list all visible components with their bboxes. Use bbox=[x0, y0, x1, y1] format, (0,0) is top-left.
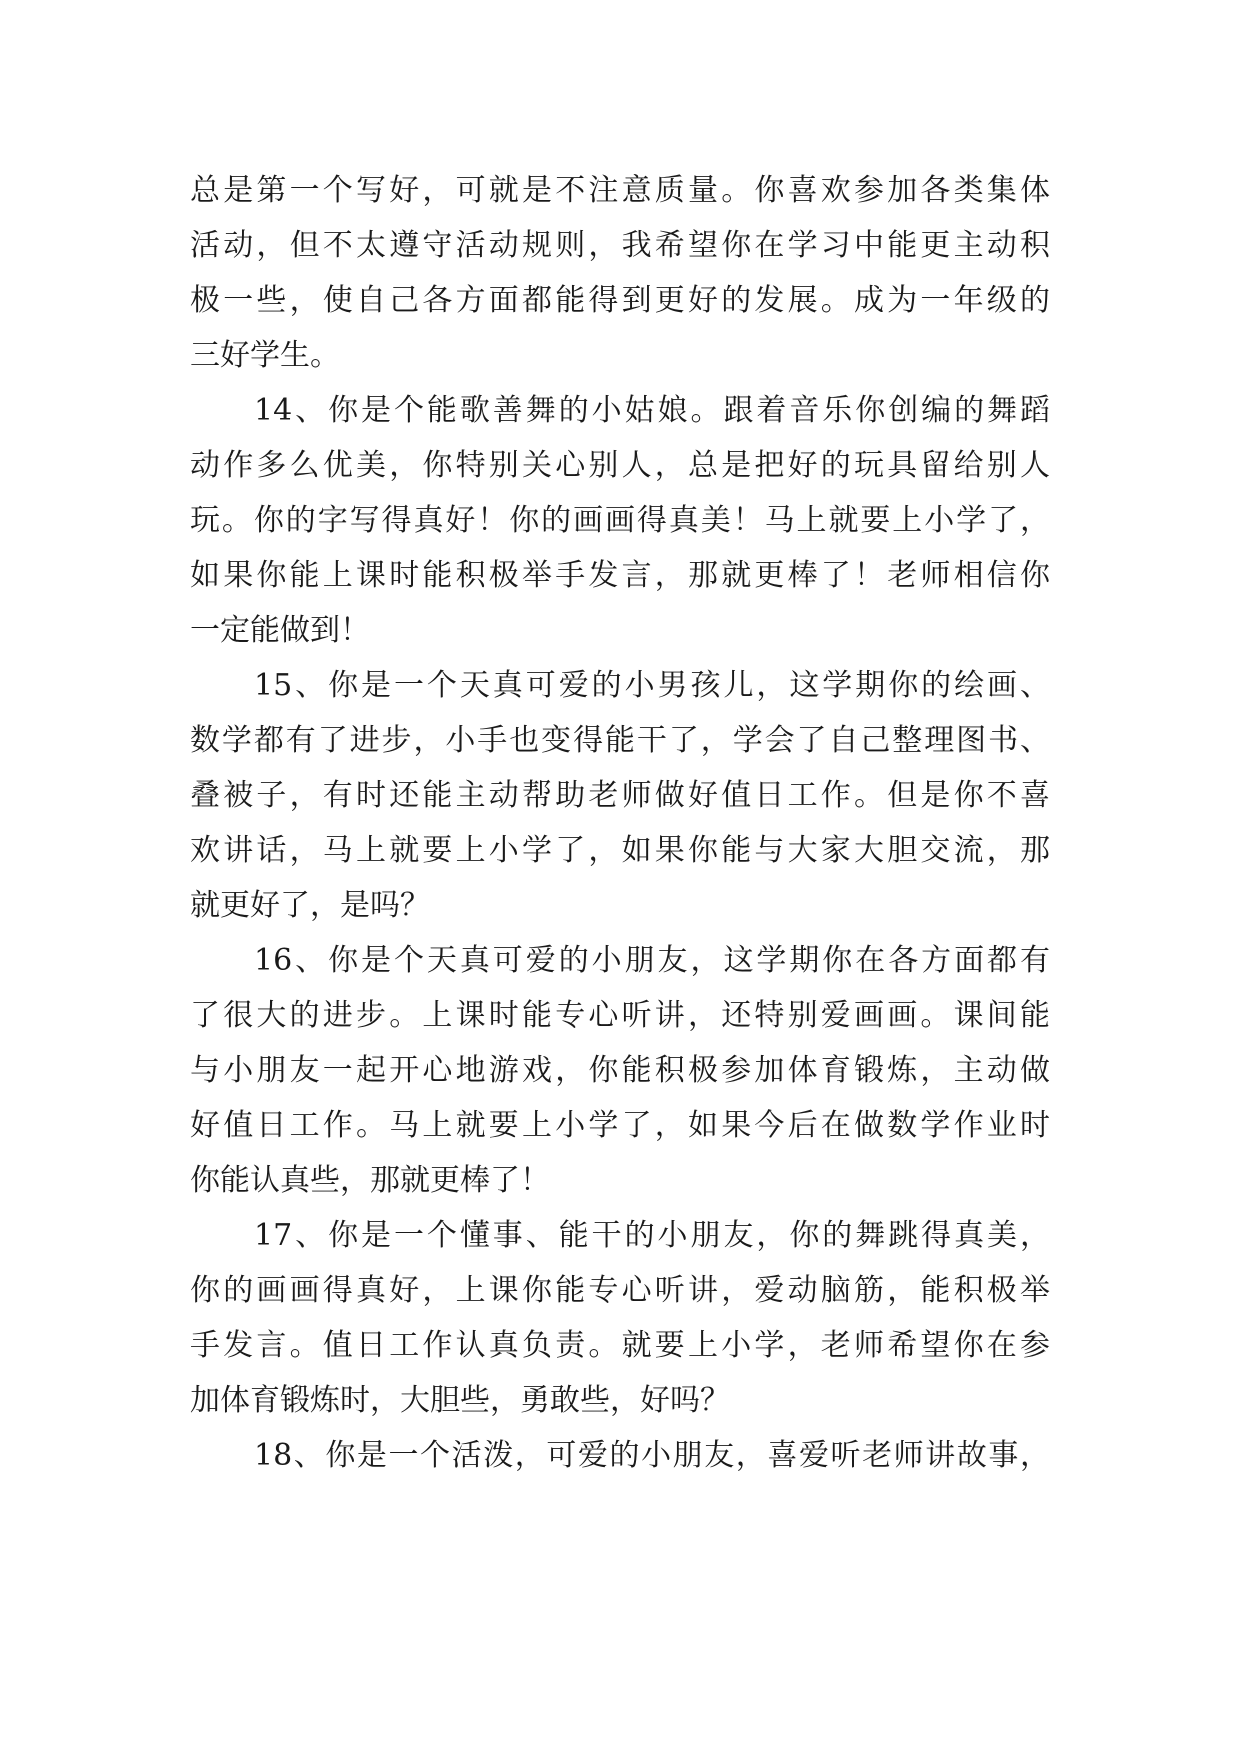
text-line: 玩。你的字写得真好！你的画画得真美！马上就要上小学了， bbox=[190, 503, 1050, 538]
text-line: 活动，但不太遵守活动规则，我希望你在学习中能更主动积 bbox=[190, 228, 1050, 263]
paragraph-start-14: 14、你是个能歌善舞的小姑娘。跟着音乐你创编的舞蹈 bbox=[254, 393, 1050, 428]
text-line: 好值日工作。马上就要上小学了，如果今后在做数学作业时 bbox=[190, 1108, 1050, 1143]
text-line: 你能认真些，那就更棒了！ bbox=[190, 1163, 550, 1198]
text-line: 一定能做到！ bbox=[190, 613, 370, 648]
text-line: 加体育锻炼时，大胆些，勇敢些，好吗？ bbox=[190, 1383, 730, 1418]
text-line: 总是第一个写好，可就是不注意质量。你喜欢参加各类集体 bbox=[190, 173, 1050, 208]
text-line: 动作多么优美，你特别关心别人，总是把好的玩具留给别人 bbox=[190, 448, 1050, 483]
text-line: 就更好了，是吗？ bbox=[190, 888, 430, 923]
paragraph-start-18: 18、你是一个活泼，可爱的小朋友，喜爱听老师讲故事， bbox=[254, 1438, 1050, 1473]
text-line: 与小朋友一起开心地游戏，你能积极参加体育锻炼，主动做 bbox=[190, 1053, 1050, 1088]
paragraph-start-17: 17、你是一个懂事、能干的小朋友，你的舞跳得真美， bbox=[254, 1218, 1050, 1253]
text-line: 你的画画得真好，上课你能专心听讲，爱动脑筋，能积极举 bbox=[190, 1273, 1050, 1308]
text-line: 极一些，使自己各方面都能得到更好的发展。成为一年级的 bbox=[190, 283, 1050, 318]
text-line: 数学都有了进步，小手也变得能干了，学会了自己整理图书、 bbox=[190, 723, 1050, 758]
text-line: 手发言。值日工作认真负责。就要上小学，老师希望你在参 bbox=[190, 1328, 1050, 1363]
text-line: 叠被子，有时还能主动帮助老师做好值日工作。但是你不喜 bbox=[190, 778, 1050, 813]
text-line: 了很大的进步。上课时能专心听讲，还特别爱画画。课间能 bbox=[190, 998, 1050, 1033]
text-line: 欢讲话，马上就要上小学了，如果你能与大家大胆交流，那 bbox=[190, 833, 1050, 868]
text-line: 三好学生。 bbox=[190, 338, 340, 373]
text-line: 如果你能上课时能积极举手发言，那就更棒了！老师相信你 bbox=[190, 558, 1050, 593]
paragraph-start-16: 16、你是个天真可爱的小朋友，这学期你在各方面都有 bbox=[254, 943, 1050, 978]
paragraph-start-15: 15、你是一个天真可爱的小男孩儿，这学期你的绘画、 bbox=[254, 668, 1050, 703]
